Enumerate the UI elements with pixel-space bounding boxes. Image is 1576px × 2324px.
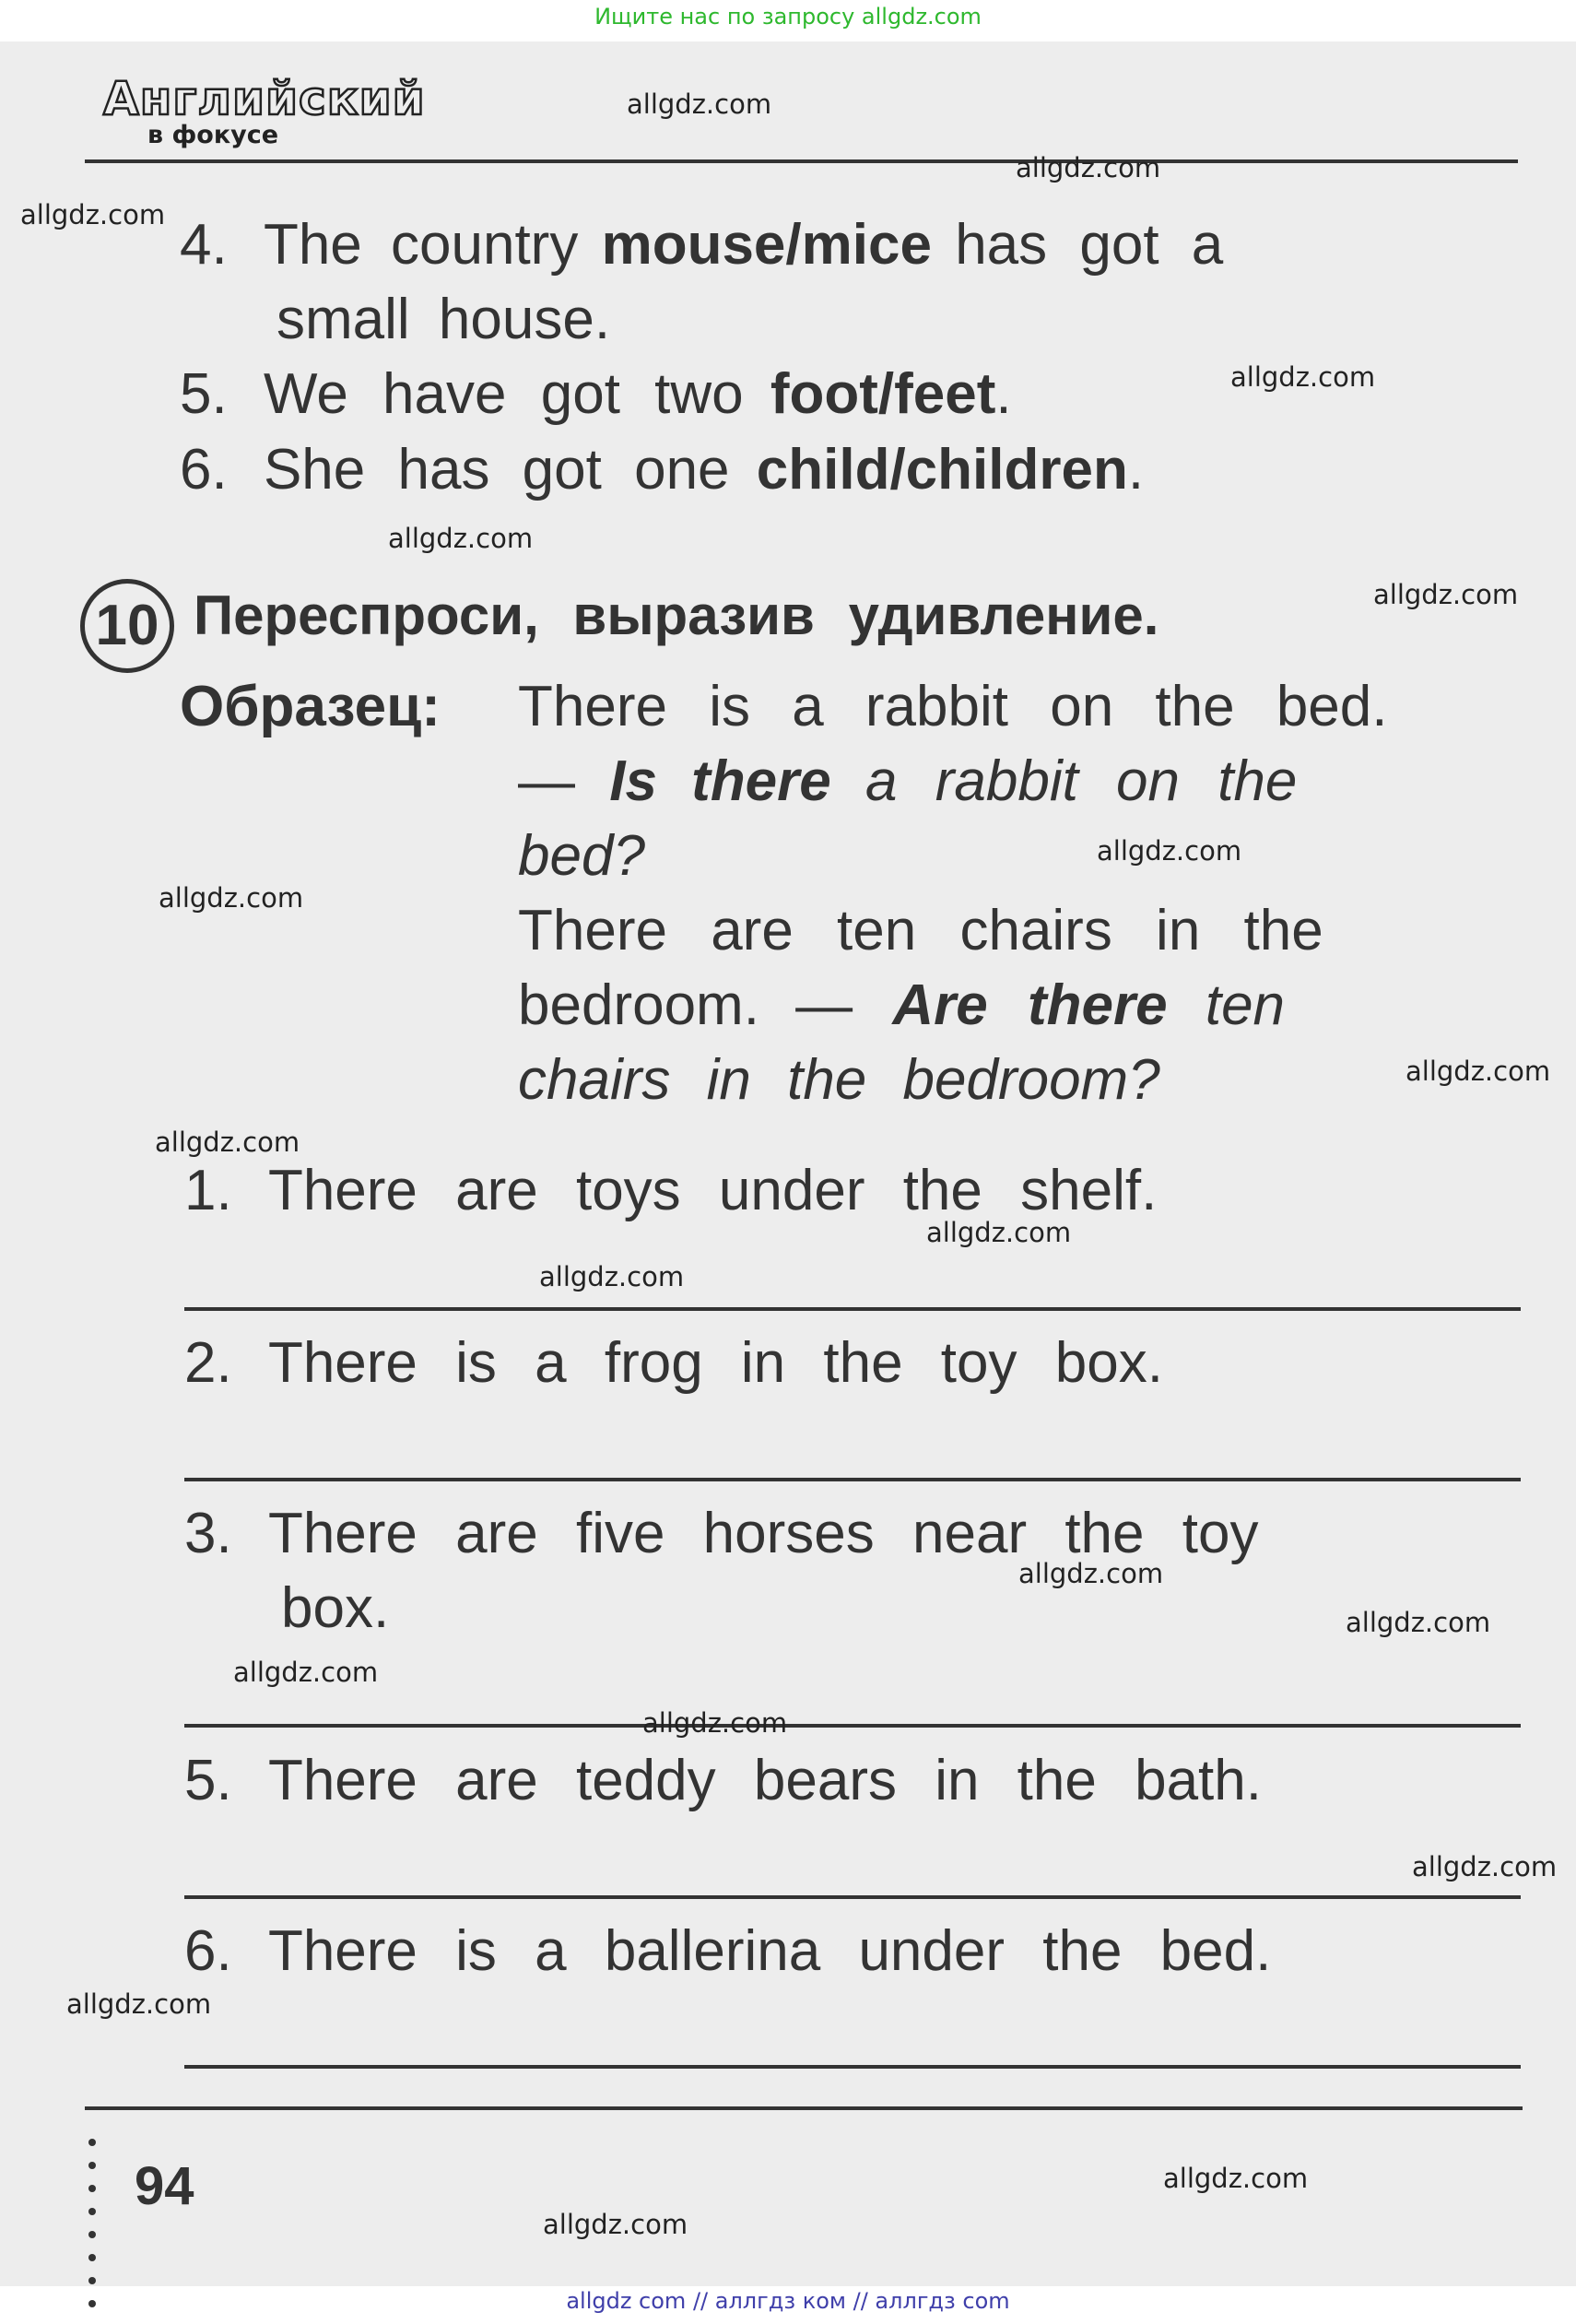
watermark: allgdz.com <box>642 1707 788 1739</box>
item-punct: . <box>995 362 1012 426</box>
watermark: allgdz.com <box>159 882 304 914</box>
watermark: allgdz.com <box>1097 835 1242 867</box>
example2-question: ten <box>1205 973 1286 1037</box>
item-choice: mouse/mice <box>601 213 932 277</box>
answer-line-1[interactable] <box>184 1307 1521 1311</box>
exercise-instruction: Переспроси, выразив удивление. <box>194 584 1159 646</box>
book-logo <box>103 72 426 149</box>
example1-question-start: Is there <box>609 749 831 813</box>
watermark: allgdz.com <box>1163 2163 1309 2194</box>
item-text: There is a frog in the toy box. <box>267 1331 1163 1395</box>
example2-line1: There are ten chairs in the <box>518 899 1323 962</box>
item-text-end: has got a <box>955 213 1224 277</box>
watermark: allgdz.com <box>233 1657 379 1688</box>
watermark: allgdz.com <box>1346 1607 1491 1638</box>
answer-line-5[interactable] <box>184 1895 1521 1899</box>
watermark: allgdz.com <box>539 1261 685 1292</box>
bottom-banner[interactable]: allgdz com // аллгдз ком // аллгдз com <box>566 2288 1010 2314</box>
page-number: 94 <box>135 2156 194 2216</box>
watermark: allgdz.com <box>1016 152 1161 183</box>
item-text: There are teddy bears in the bath. <box>267 1749 1262 1812</box>
watermark: allgdz.com <box>20 199 166 230</box>
example2-text: bedroom. — <box>518 973 853 1037</box>
item-text: There is a ballerina under the bed. <box>267 1919 1272 1983</box>
example2-line2 <box>518 973 1285 1039</box>
watermark: allgdz.com <box>1373 579 1519 610</box>
watermark: allgdz.com <box>627 88 772 120</box>
logo-subtitle: в фокусе <box>147 121 279 149</box>
example2-line3: chairs in the bedroom? <box>518 1048 1160 1112</box>
prev-item-6 <box>180 437 1144 503</box>
item-punct: . <box>1127 438 1145 501</box>
footer-rule <box>85 2106 1523 2110</box>
example1-line2 <box>518 749 1297 815</box>
item-text: There are toys under the shelf. <box>267 1159 1158 1222</box>
example1-line3: bed? <box>518 824 645 888</box>
exercise-item-1 <box>184 1158 1157 1224</box>
answer-line-2[interactable] <box>184 1478 1521 1481</box>
item-number: 1. <box>184 1159 232 1222</box>
item-text: There are five horses near the toy <box>267 1502 1259 1565</box>
exercise-number-badge: 10 <box>80 579 174 673</box>
watermark: allgdz.com <box>1405 1056 1551 1087</box>
example-label: Образец: <box>180 675 441 738</box>
example1-question: a rabbit on the <box>865 749 1298 813</box>
exercise-item-3-cont: box. <box>281 1576 390 1640</box>
item-number: 6. <box>184 1919 232 1983</box>
item-choice: child/children <box>756 438 1128 501</box>
exercise-item-2 <box>184 1330 1163 1397</box>
logo-title: Английский <box>103 72 426 125</box>
item-text: She has got one <box>263 438 730 501</box>
item-text: The country <box>263 213 579 277</box>
watermark: allgdz.com <box>1230 361 1376 393</box>
prev-item-4 <box>180 212 1223 278</box>
watermark: allgdz.com <box>388 523 534 554</box>
watermark: allgdz.com <box>1412 1851 1558 1882</box>
answer-line-6[interactable] <box>184 2065 1521 2069</box>
watermark: allgdz.com <box>543 2209 688 2240</box>
exercise-item-5 <box>184 1748 1262 1814</box>
header-rule <box>85 159 1518 163</box>
item-number: 4. <box>180 213 228 277</box>
item-number: 5. <box>180 362 228 426</box>
example-dash: — <box>518 749 575 813</box>
item-number: 6. <box>180 438 228 501</box>
watermark: allgdz.com <box>155 1127 300 1158</box>
exercise-item-6 <box>184 1918 1271 1985</box>
watermark: allgdz.com <box>1018 1558 1164 1589</box>
item-number: 3. <box>184 1502 232 1565</box>
example2-question-start: Are there <box>892 973 1168 1037</box>
watermark: allgdz.com <box>926 1217 1072 1248</box>
item-text: We have got two <box>263 362 744 426</box>
watermark: allgdz.com <box>66 1988 212 2020</box>
top-banner[interactable]: Ищите нас по запросу allgdz.com <box>594 4 982 29</box>
item-number: 5. <box>184 1749 232 1812</box>
answer-line-3[interactable] <box>184 1724 1521 1728</box>
item-choice: foot/feet <box>770 362 996 426</box>
item-number: 2. <box>184 1331 232 1395</box>
example1-line1: There is a rabbit on the bed. <box>518 675 1388 738</box>
prev-item-5 <box>180 361 1012 428</box>
prev-item-4-cont: small house. <box>276 288 611 351</box>
